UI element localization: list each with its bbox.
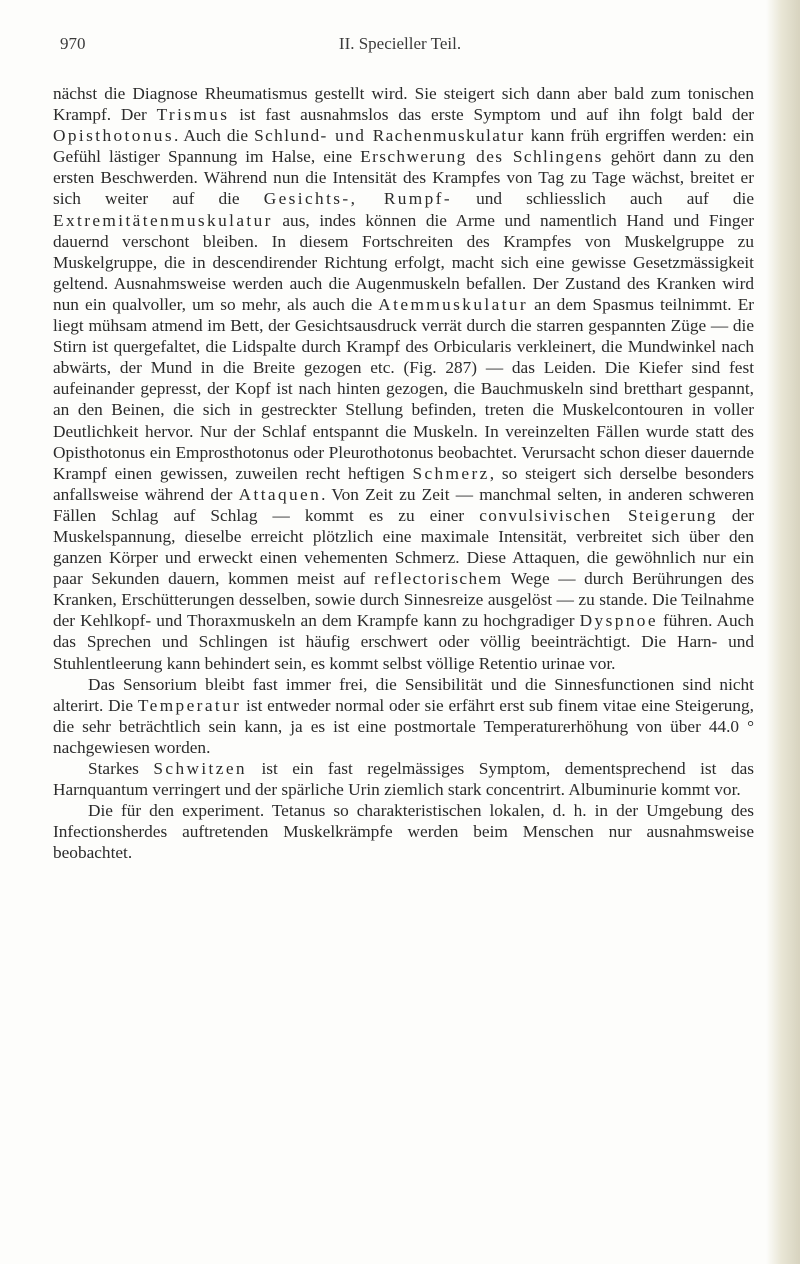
spaced-term: Extremitätenmuskulatur	[53, 210, 273, 230]
running-title: II. Specieller Teil.	[338, 34, 462, 53]
spaced-term: reflectorischem	[373, 569, 503, 589]
page-header	[60, 24, 740, 54]
spaced-term: convulsivischen Steigerung	[479, 505, 717, 525]
spaced-term: Temperatur	[137, 695, 242, 715]
spaced-term: Dyspnoe	[579, 611, 658, 631]
page-edge-shadow	[766, 0, 800, 1264]
body-text	[53, 83, 754, 863]
paragraph: Die für den experiment. Tetanus so charakteristischen lokalen, d. h. in der Umgebung des Infectionsherdes auftretenden Muskelkrämpfe werden beim Menschen nur ausnahmsweise beobachtet.	[53, 801, 754, 863]
spaced-term: Attaquen	[238, 484, 322, 504]
spaced-term: Trismus	[156, 105, 230, 125]
page-number: 970	[60, 34, 86, 53]
paragraph: Das Sensorium bleibt fast immer frei, die Sensibilität und die Sinnesfunctionen sind nicht alterirt. Die Temperatur ist entweder normal oder sie erfährt erst sub finem vitae eine Steigerung, die sehr beträchtlich sein kann, ja es ist eine postmortale Temperaturerhöhung von über 44.0 ° nachgewiesen worden.	[53, 674, 754, 757]
spaced-term: Gesichts-, Rumpf-	[263, 189, 452, 209]
spaced-term: Opisthotonus	[53, 126, 174, 146]
paragraph: Starkes Schwitzen ist ein fast regelmässiges Symptom, dementsprechend ist das Harnquantum verringert und der spärliche Urin ziemlich stark concentrirt. Albuminurie kommt vor.	[53, 759, 754, 800]
spaced-term: Erschwerung des Schlingens	[360, 147, 603, 167]
spaced-term: Schlund- und Rachenmuskulatur	[254, 126, 525, 146]
paragraph: nächst die Diagnose Rheumatismus gestellt wird. Sie steigert sich dann aber bald zum tonischen Krampf. Der Trismus ist fast ausnahmslos das erste Symptom und auf ihn folgt bald der Opisthotonus. Auch die Schlund- und Rachenmuskulatur kann früh ergriffen werden: ein Gefühl lästiger Spannung im Halse, eine Erschwerung des Schlingens gehört dann zu den ersten Beschwerden. Während nun die Intensität des Krampfes von Tag zu Tage wächst, breitet er sich weiter auf die Gesichts-, Rumpf- und schliesslich auch auf die Extremitätenmuskulatur aus, indes können die Arme und namentlich Hand und Finger dauernd verschont bleiben. In diesem Fortschreiten des Krampfes von Muskelgruppe zu Muskelgruppe, die in descendirender Richtung erfolgt, macht sich eine gewisse Gesetzmässigkeit geltend. Ausnahmsweise werden auch die Augenmuskeln befallen. Der Zustand des Kranken wird nun ein qualvoller, um so mehr, als auch die Atemmuskulatur an dem Spasmus teilnimmt. Er liegt mühsam atmend im Bett, der Gesichtsausdruck verrät durch die starren gespannten Züge — die Stirn ist quergefaltet, die Lidspalte durch Krampf des Orbicularis verkleinert, die Mundwinkel nach abwärts, der Mund in die Breite gezogen etc. (Fig. 287) — das Leiden. Die Kiefer sind fest aufeinander gepresst, der Kopf ist nach hinten gezogen, die Bauchmuskeln sind bretthart gespannt, an den Beinen, die sich in gestreckter Stellung befinden, treten die Muskelcontouren in voller Deutlichkeit hervor. Nur der Schlaf entspannt die Muskeln. In vereinzelten Fällen wurde statt des Opisthotonus ein Emprosthotonus oder Pleurothotonus beobachtet. Verursacht schon dieser dauernde Krampf einen gewissen, zuweilen recht heftigen Schmerz, so steigert sich derselbe besonders anfallsweise während der Attaquen. Von Zeit zu Zeit — manchmal selten, in anderen schweren Fällen Schlag auf Schlag — kommt es zu einer convulsivischen Steigerung der Muskelspannung, dieselbe erreicht plötzlich eine maximale Intensität, verbreitet sich über den ganzen Körper und erweckt einen vehementen Schmerz. Diese Attaquen, die gewöhnlich nur ein paar Sekunden dauern, kommen meist auf reflectorischem Wege — durch Berührungen des Kranken, Erschütterungen desselben, sowie durch Sinnesreize ausgelöst — zu stande. Die Teilnahme der Kehlkopf- und Thoraxmuskeln an dem Krampfe kann zu hochgradiger Dyspnoe führen. Auch das Sprechen und Schlingen ist häufig erschwert oder völlig beeinträchtigt. Die Harn- und Stuhlentleerung kann behindert sein, es kommt selbst völlige Retentio urinae vor.	[53, 84, 755, 673]
spaced-term: Schmerz	[412, 463, 490, 483]
spaced-term: Schwitzen	[153, 759, 247, 778]
spaced-term: Atemmuskulatur	[378, 294, 529, 314]
